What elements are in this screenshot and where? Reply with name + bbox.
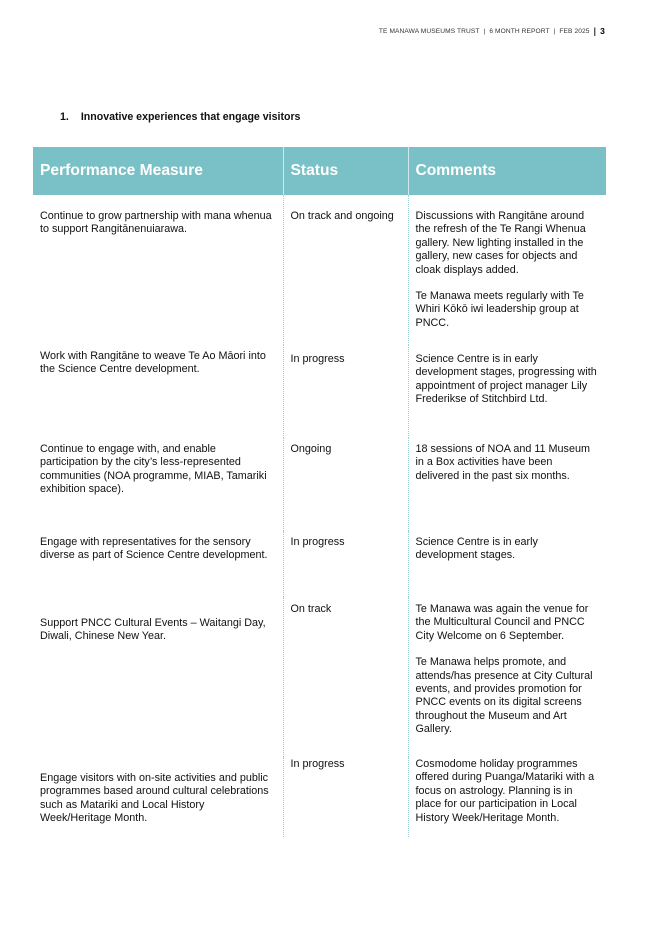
measure-cell: Engage with representatives for the sensory diverse as part of Science Centre development. bbox=[40, 536, 268, 562]
comments-cell bbox=[408, 757, 606, 837]
table-header-row bbox=[33, 147, 606, 195]
performance-table bbox=[33, 147, 606, 837]
status-cell: In progress bbox=[283, 531, 408, 597]
header-divider: | bbox=[593, 26, 597, 36]
header-date: FEB 2025 bbox=[559, 27, 590, 35]
running-header bbox=[379, 26, 605, 36]
comment-paragraph: Te Manawa helps promote, and attends/has presence at City Cultural events, and provides promotion for PNCC events on its digital screens throughout the Museum and Art Gallery. bbox=[415, 656, 593, 736]
column-header-comments: Comments bbox=[408, 147, 606, 195]
table-row bbox=[33, 195, 606, 345]
comment-paragraph: Science Centre is in early development stages. bbox=[415, 536, 538, 562]
table-row bbox=[33, 345, 606, 438]
status-cell: On track and ongoing bbox=[283, 195, 408, 345]
section-number: 1. bbox=[60, 111, 69, 123]
header-divider: | bbox=[553, 27, 556, 35]
measure-cell: Engage visitors with on-site activities and public programmes based around cultural celebrations such as Matariki and Local History Week/Heritage Month. bbox=[40, 772, 269, 825]
comments-cell bbox=[408, 597, 606, 757]
measure-cell: Continue to grow partnership with mana whenua to support Rangitānenuiarawa. bbox=[40, 210, 272, 236]
comment-paragraph: Discussions with Rangitāne around the refresh of the Te Rangi Whenua gallery. New lighting installed in the gallery, new cases for objects and cloak displays added. bbox=[415, 210, 586, 276]
comment-paragraph: Te Manawa meets regularly with Te Whiri Kōkō iwi leadership group at PNCC. bbox=[415, 290, 584, 329]
table-row bbox=[33, 757, 606, 837]
comment-paragraph: Te Manawa was again the venue for the Multicultural Council and PNCC City Welcome on 6 September. bbox=[415, 603, 589, 642]
comments-cell bbox=[408, 531, 606, 597]
status-cell: On track bbox=[283, 597, 408, 757]
section-title: Innovative experiences that engage visitors bbox=[80, 111, 301, 123]
table-row bbox=[33, 438, 606, 531]
header-report: 6 MONTH REPORT bbox=[489, 27, 550, 35]
comment-paragraph: Science Centre is in early development stages, progressing with appointment of project manager Lily Frederikse of Stitchbird Ltd. bbox=[415, 353, 597, 406]
table-row bbox=[33, 531, 606, 597]
comment-paragraph: 18 sessions of NOA and 11 Museum in a Box activities have been delivered in the past six months. bbox=[415, 443, 590, 482]
measure-cell: Support PNCC Cultural Events – Waitangi Day, Diwali, Chinese New Year. bbox=[40, 617, 266, 643]
measure-cell: Continue to engage with, and enable participation by the city’s less-represented communities (NOA programme, MIAB, Tamariki exhibition space). bbox=[40, 443, 267, 496]
header-org: TE MANAWA MUSEUMS TRUST bbox=[378, 27, 480, 35]
page-number: 3 bbox=[600, 26, 605, 36]
comments-cell bbox=[408, 195, 606, 345]
status-cell: In progress bbox=[283, 757, 408, 837]
header-divider: | bbox=[483, 27, 486, 35]
section-heading bbox=[60, 111, 300, 123]
column-header-status: Status bbox=[283, 147, 408, 195]
measure-cell: Work with Rangitāne to weave Te Ao Māori into the Science Centre development. bbox=[40, 350, 266, 376]
table-row bbox=[33, 597, 606, 757]
comment-paragraph: Cosmodome holiday programmes offered during Puanga/Matariki with a focus on astrology. Planning is in place for our participation in Local History Week/Heritage Month. bbox=[415, 758, 595, 824]
column-header-measure: Performance Measure bbox=[33, 147, 283, 195]
status-cell: Ongoing bbox=[283, 438, 408, 531]
comments-cell bbox=[408, 438, 606, 531]
status-cell: In progress bbox=[283, 345, 408, 438]
comments-cell bbox=[408, 345, 606, 438]
